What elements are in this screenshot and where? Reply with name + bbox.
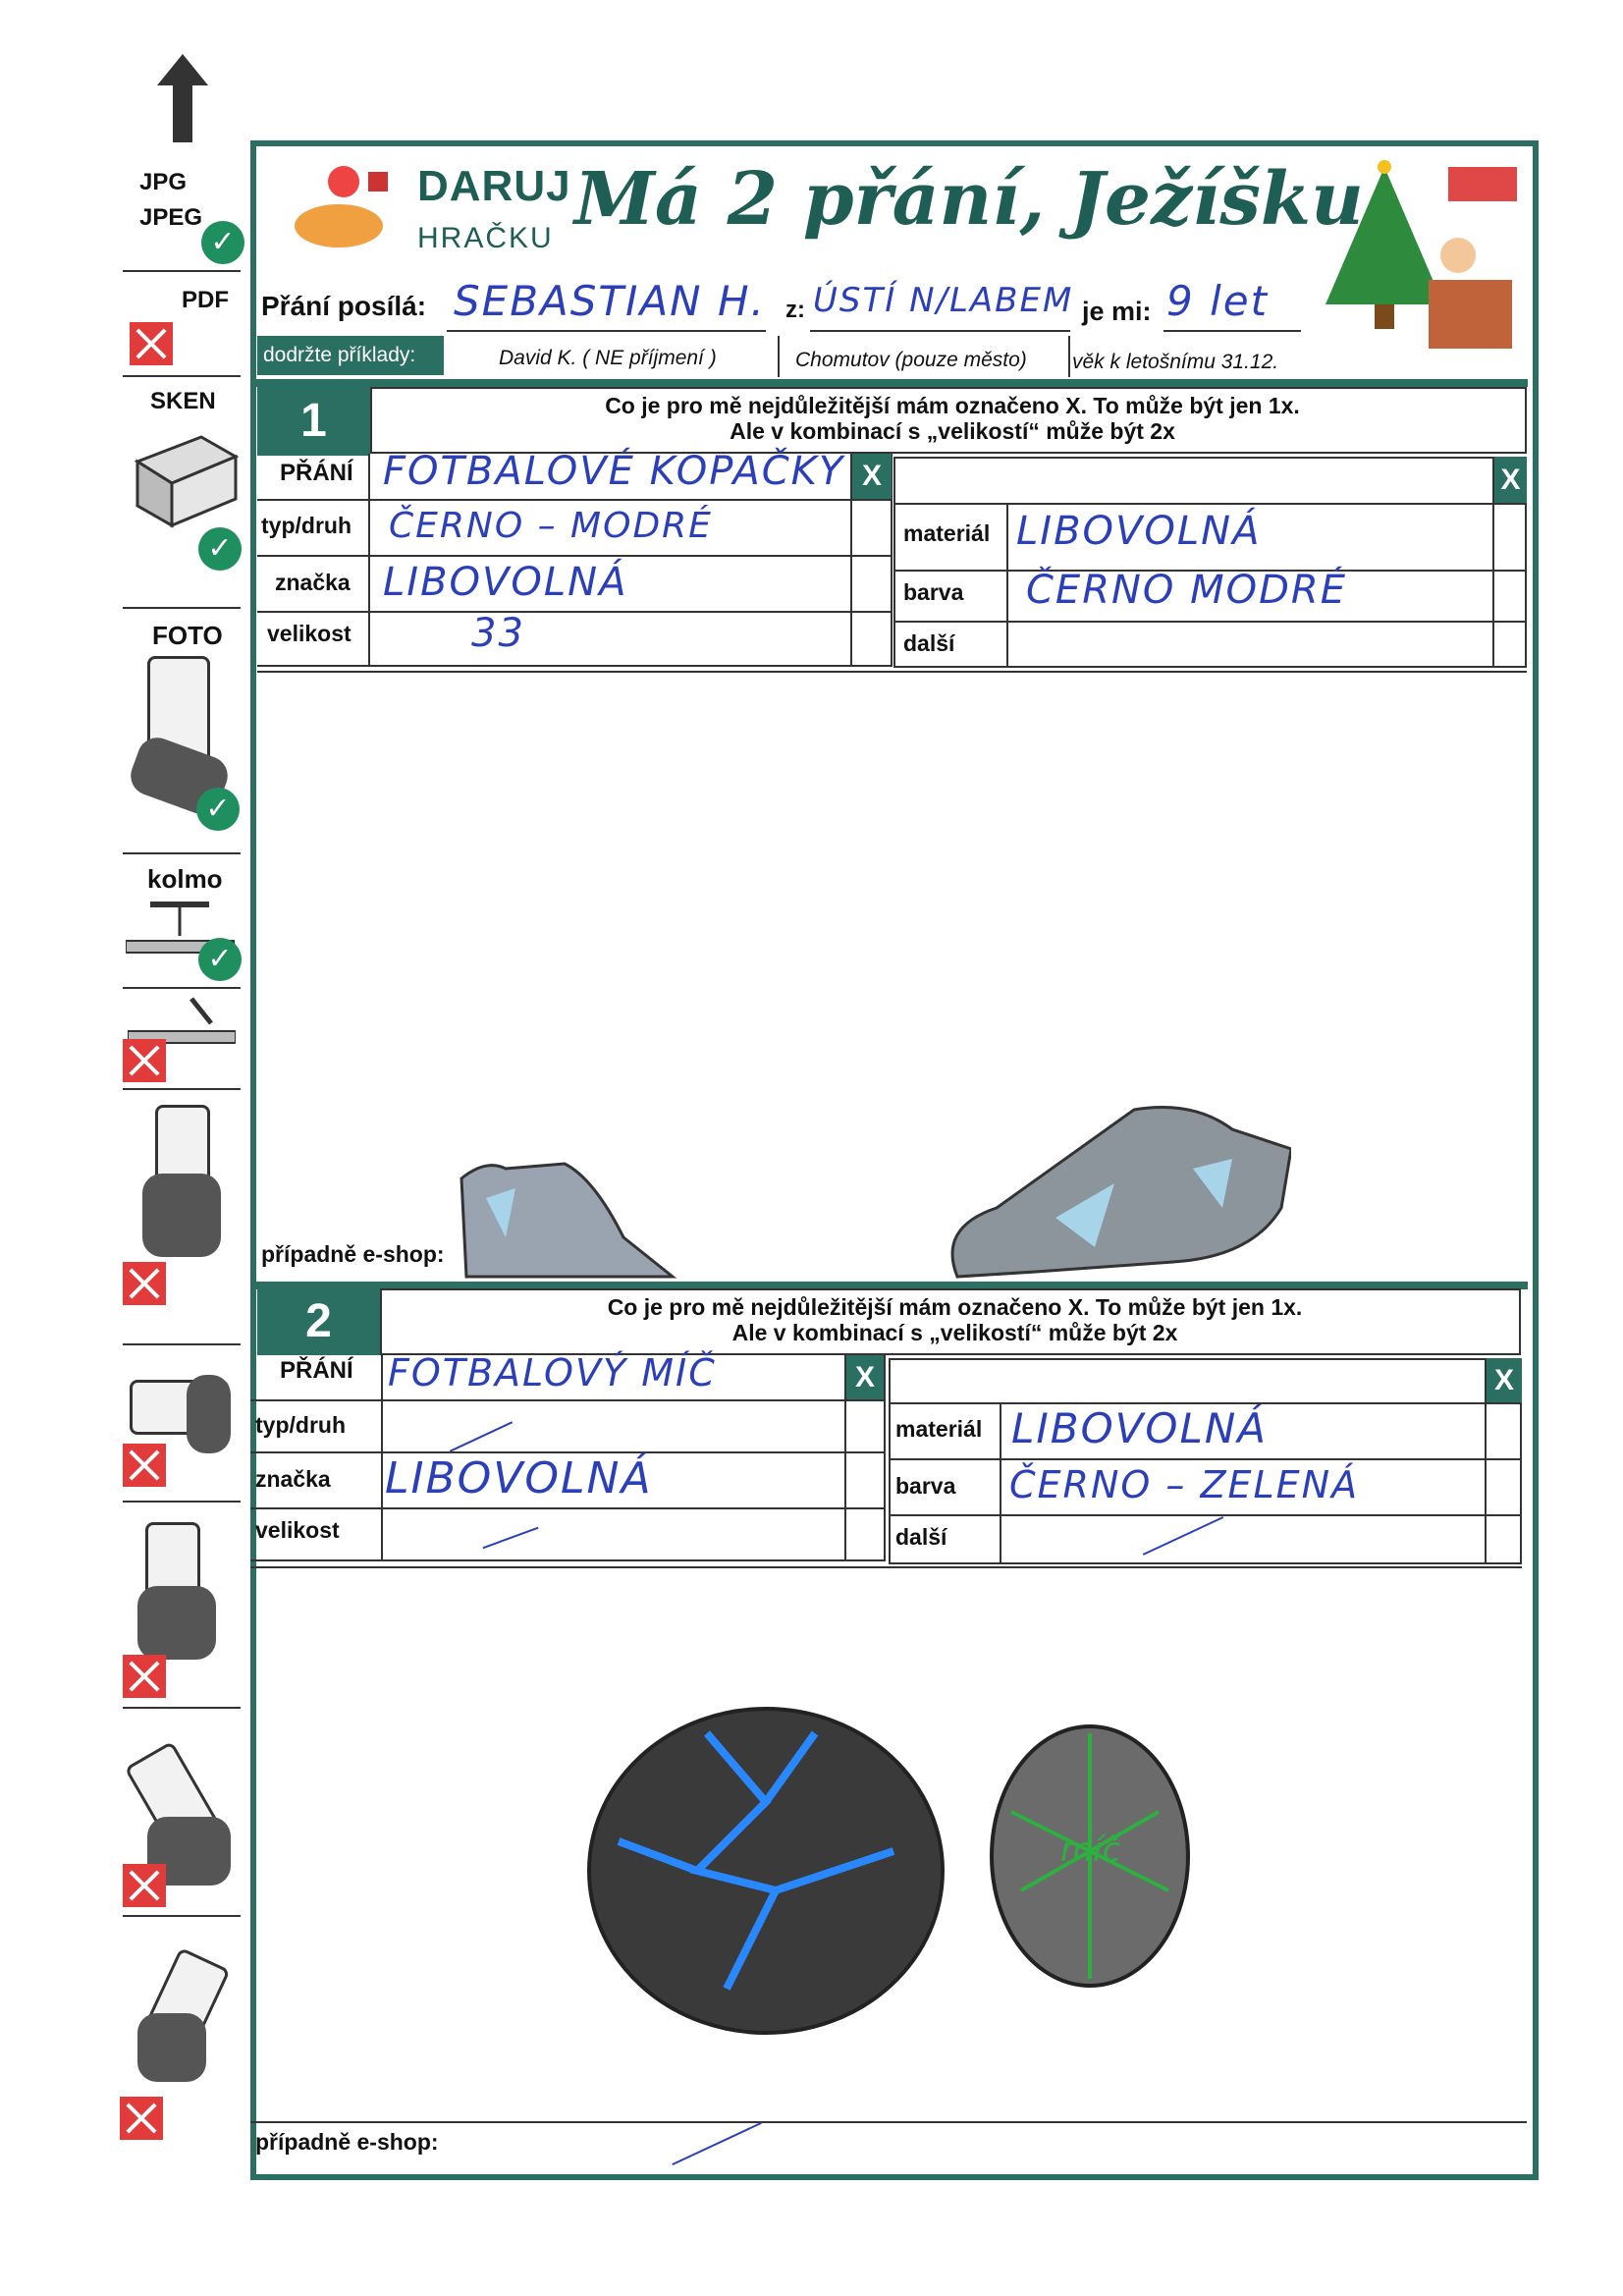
wish-number: 2 bbox=[257, 1288, 380, 1355]
type-value[interactable]: ČERNO – MODRÉ bbox=[389, 506, 713, 546]
x-mark: X bbox=[852, 454, 892, 499]
upload-arrow-icon bbox=[157, 54, 208, 142]
football-drawing bbox=[579, 1694, 1227, 2048]
hand-icon bbox=[187, 1375, 231, 1453]
x-mark: X bbox=[1487, 1358, 1522, 1402]
sender-label: Přání posílá: bbox=[261, 291, 427, 321]
sender-value[interactable]: SEBASTIAN H. bbox=[454, 277, 766, 325]
cross-icon bbox=[123, 1655, 166, 1698]
hand-icon bbox=[137, 1586, 216, 1660]
page-title: Má 2 přání, Ježíšku bbox=[574, 157, 1364, 242]
material-label: materiál bbox=[903, 520, 991, 546]
check-icon: ✓ bbox=[198, 938, 242, 981]
check-icon: ✓ bbox=[201, 221, 244, 264]
size-label: velikost bbox=[255, 1517, 340, 1543]
christmas-tree-icon bbox=[1311, 157, 1527, 383]
eshop-label: případně e-shop: bbox=[255, 2129, 439, 2155]
from-value[interactable]: ÚSTÍ N/LABEM bbox=[813, 281, 1074, 320]
pdf-label: PDF bbox=[182, 287, 229, 313]
brand-value[interactable]: LIBOVOLNÁ bbox=[383, 560, 628, 605]
color-label: barva bbox=[895, 1473, 956, 1499]
type-label: typ/druh bbox=[261, 513, 352, 538]
x-mark: X bbox=[846, 1355, 884, 1399]
wish-value[interactable]: FOTBALOVÝ MÍČ bbox=[388, 1351, 717, 1394]
eshop-label: případně e-shop: bbox=[261, 1241, 445, 1267]
santa-toys-icon bbox=[290, 157, 398, 255]
size-label: velikost bbox=[267, 621, 352, 646]
scanner-icon bbox=[133, 422, 241, 530]
cross-icon bbox=[130, 322, 173, 365]
wish-number: 1 bbox=[257, 387, 370, 456]
foto-label: FOTO bbox=[152, 621, 223, 650]
cross-icon bbox=[123, 1039, 166, 1082]
jpeg-label: JPEG bbox=[139, 204, 203, 231]
ball-text: míč bbox=[1060, 1831, 1121, 1870]
examples-label: dodržte příklady: bbox=[263, 344, 416, 366]
cross-icon bbox=[123, 1262, 166, 1305]
wish-right-table bbox=[889, 1358, 1522, 1564]
color-value[interactable]: ČERNO MODRÉ bbox=[1026, 568, 1347, 613]
jpg-label: JPG bbox=[139, 169, 188, 195]
hand-icon bbox=[137, 2013, 206, 2082]
material-value[interactable]: LIBOVOLNÁ bbox=[1011, 1404, 1268, 1452]
check-icon: ✓ bbox=[196, 788, 240, 831]
brand-label: značka bbox=[255, 1466, 331, 1492]
cross-icon bbox=[123, 1444, 166, 1487]
wish-note-line1: Co je pro mě nejdůležitější mám označeno X. To může být jen 1x. bbox=[605, 393, 1300, 418]
color-value[interactable]: ČERNO – ZELENÁ bbox=[1009, 1463, 1360, 1506]
wish-label: PŘÁNÍ bbox=[280, 1357, 353, 1384]
football-boots-drawing bbox=[447, 1090, 1291, 1282]
x-mark: X bbox=[1494, 457, 1527, 503]
cross-icon bbox=[123, 1864, 166, 1907]
from-label: z: bbox=[785, 297, 805, 323]
kolmo-label: kolmo bbox=[147, 864, 223, 894]
other-label: další bbox=[895, 1524, 947, 1550]
check-icon: ✓ bbox=[198, 527, 242, 571]
example-name: David K. ( NE příjmení ) bbox=[499, 347, 717, 369]
wish-note-line2: Ale v kombinací s „velikostí“ může být 2x bbox=[730, 418, 1175, 444]
color-label: barva bbox=[903, 579, 964, 605]
logo-daruj: DARUJ bbox=[417, 162, 571, 210]
other-label: další bbox=[903, 630, 955, 656]
hand-icon bbox=[142, 1174, 221, 1257]
wish-right-table bbox=[893, 457, 1527, 668]
material-value[interactable]: LIBOVOLNÁ bbox=[1016, 509, 1262, 554]
logo-hracku: HRAČKU bbox=[417, 222, 554, 254]
example-city: Chomutov (pouze město) bbox=[795, 349, 1027, 371]
wish-label: PŘÁNÍ bbox=[280, 460, 353, 486]
age-label: je mi: bbox=[1082, 297, 1152, 326]
material-label: materiál bbox=[895, 1416, 983, 1442]
sken-label: SKEN bbox=[150, 388, 216, 414]
type-label: typ/druh bbox=[255, 1412, 346, 1438]
age-value[interactable]: 9 let bbox=[1166, 277, 1270, 325]
wish-value[interactable]: FOTBALOVÉ KOPAČKY bbox=[383, 449, 845, 494]
brand-value[interactable]: LIBOVOLNÁ bbox=[385, 1453, 653, 1503]
size-value[interactable]: 33 bbox=[471, 611, 525, 656]
cross-icon bbox=[120, 2097, 163, 2140]
example-age: věk k letošnímu 31.12. bbox=[1072, 351, 1279, 373]
brand-label: značka bbox=[275, 570, 351, 595]
wish-note-line2: Ale v kombinací s „velikostí“ může být 2x bbox=[731, 1320, 1178, 1345]
wish-note-line1: Co je pro mě nejdůležitější mám označeno X. To může být jen 1x. bbox=[607, 1294, 1303, 1320]
